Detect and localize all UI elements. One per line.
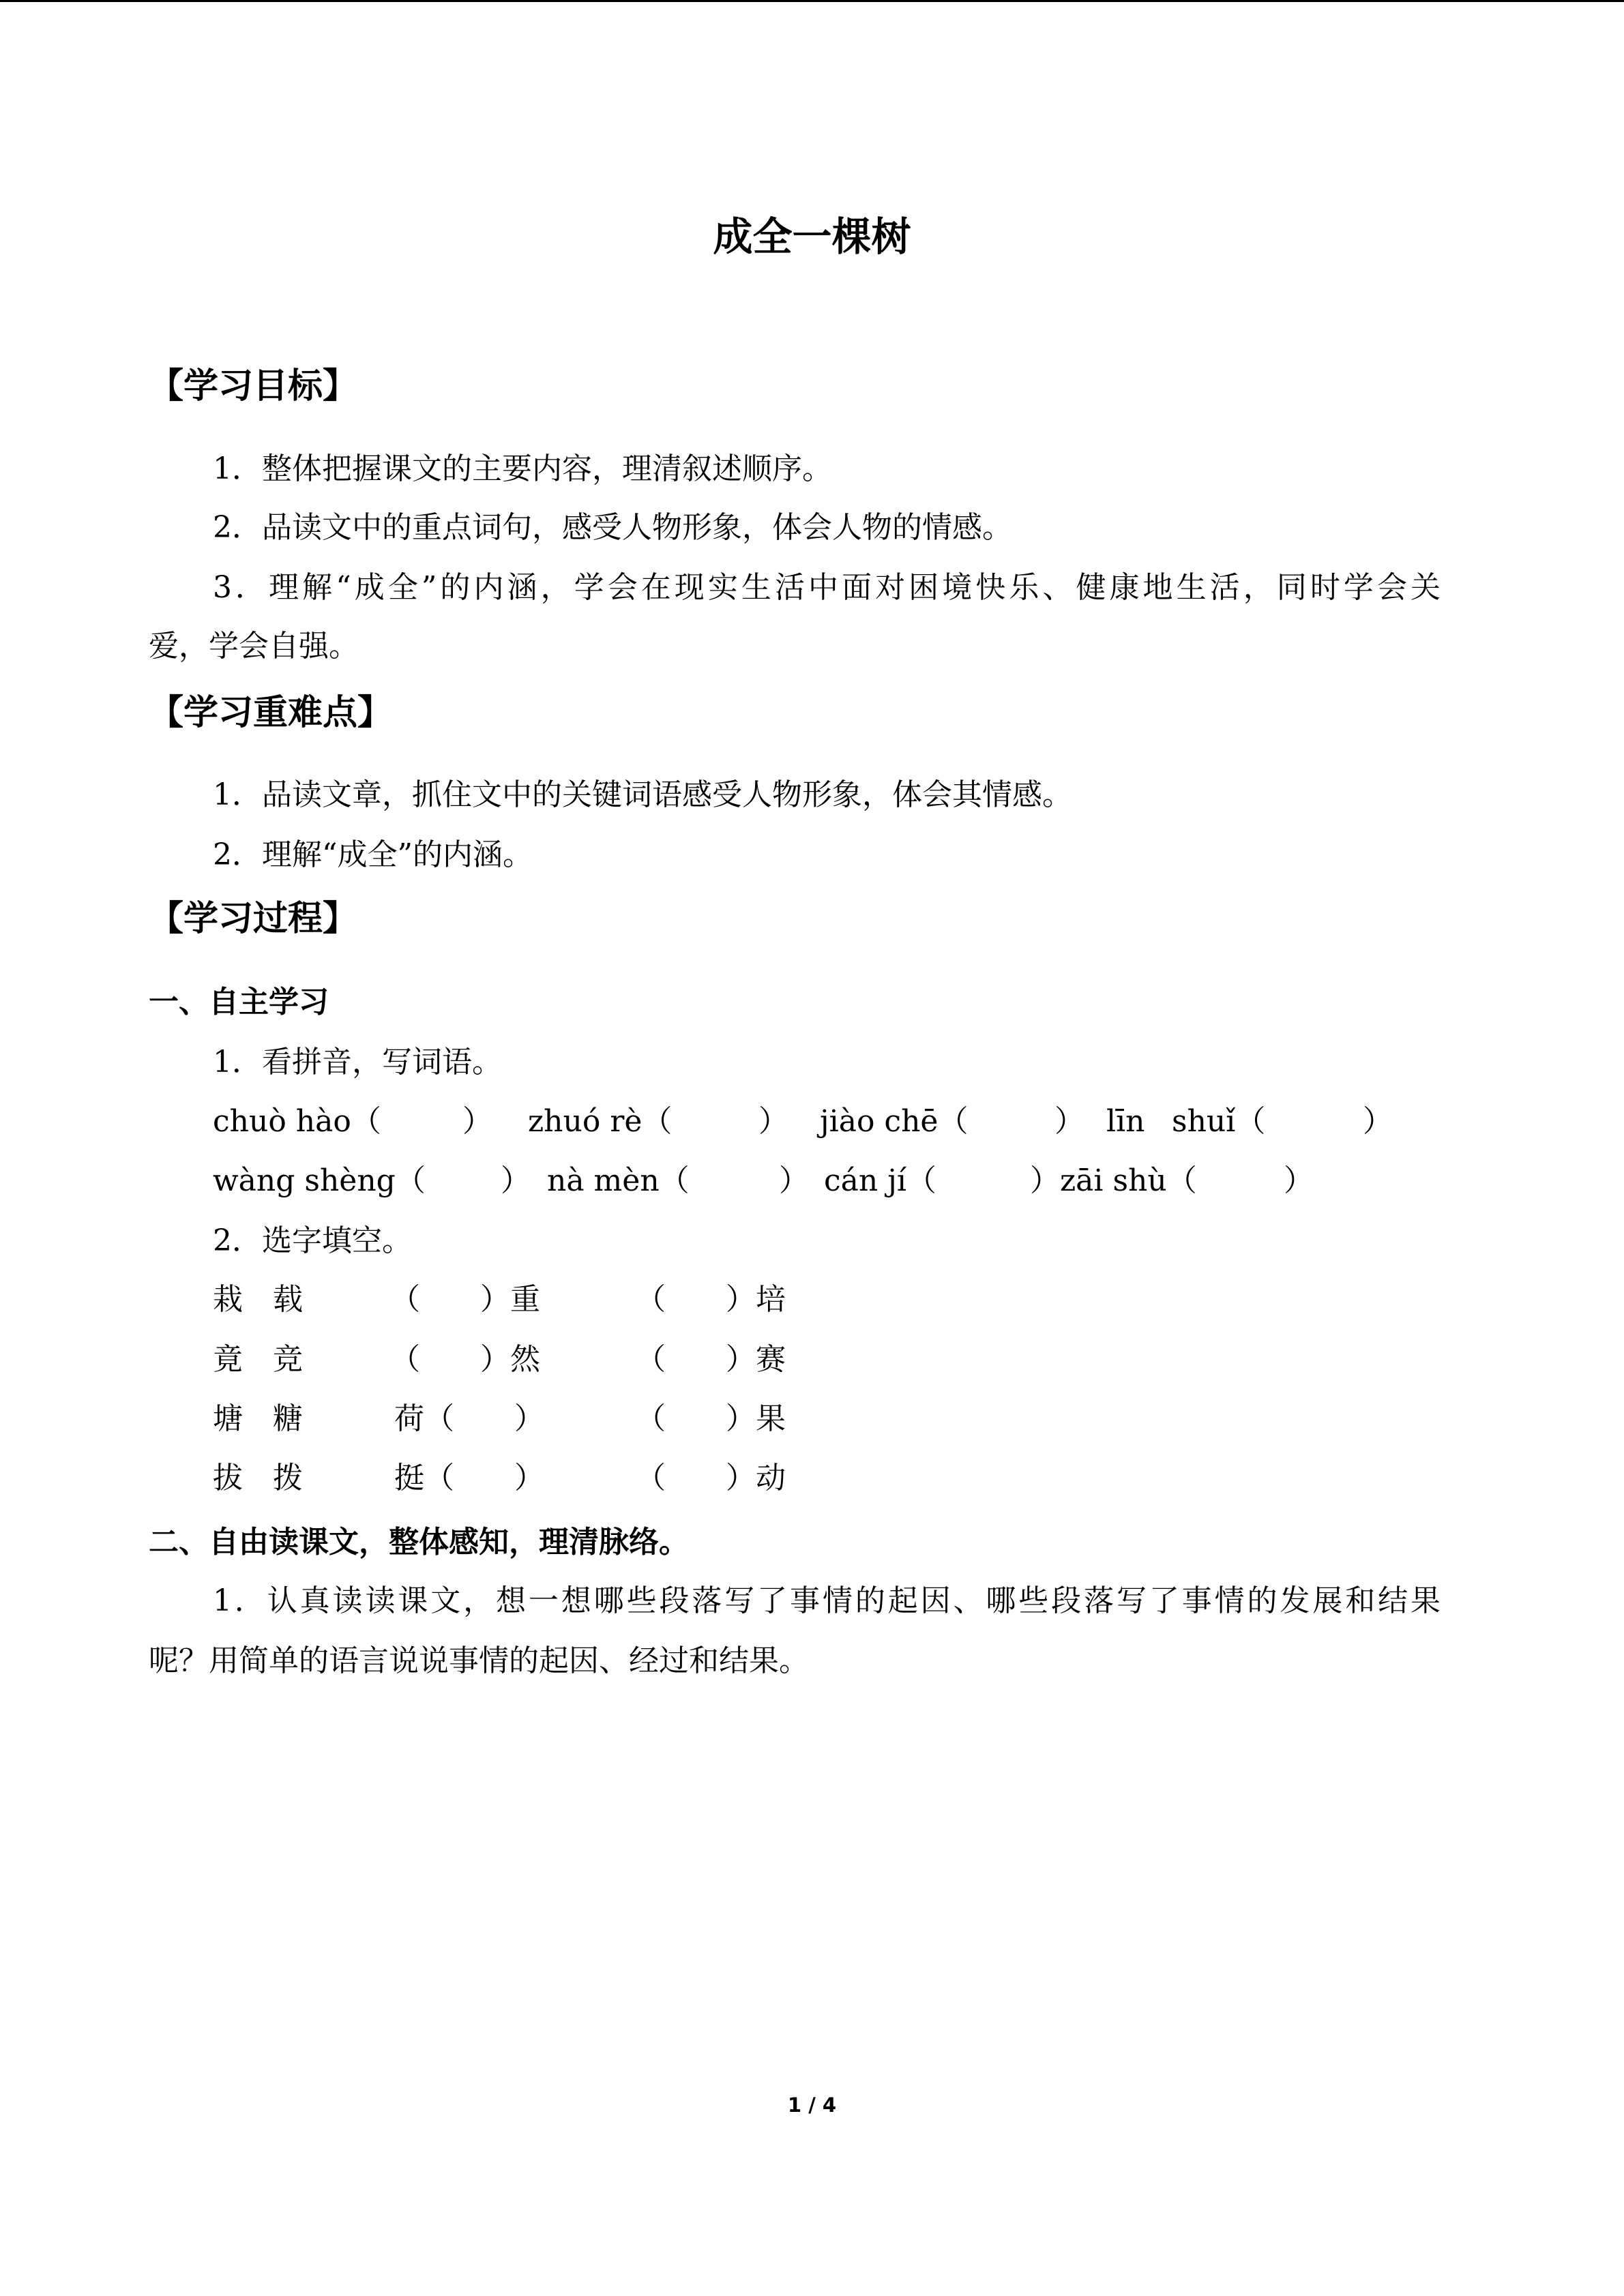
pinyin-blank-close: ） — [1363, 1104, 1393, 1139]
part-2-question-1-line-1: 1．认真读读课文，想一想哪些段落写了事情的起因、哪些段落写了事情的发展和结果 — [213, 1583, 1441, 1618]
pinyin-blank-close: ） — [501, 1163, 531, 1198]
objective-item-1: 1．整体把握课文的主要内容，理清叙述顺序。 — [213, 451, 832, 486]
choice-chars: 拔 拨 — [213, 1461, 303, 1495]
choice-chars: 塘 糖 — [213, 1401, 303, 1436]
pinyin-blank-close: ） — [779, 1163, 809, 1198]
key-point-item-1: 1．品读文章，抓住文中的关键词语感受人物形象，体会其情感。 — [213, 777, 1072, 812]
pinyin-blank-close: ） — [1054, 1104, 1084, 1139]
choice-blank: （ ）果 — [636, 1401, 786, 1436]
pinyin-blank-close: ） — [1284, 1163, 1314, 1198]
choice-blank: （ ）重 — [390, 1282, 540, 1317]
key-point-item-2: 2．理解“成全”的内涵。 — [213, 837, 533, 872]
choice-blank: 荷（ ） — [394, 1401, 544, 1436]
choice-blank: （ ）赛 — [636, 1342, 786, 1377]
part-2-heading: 二、自由读课文，整体感知，理清脉络。 — [149, 1525, 689, 1560]
pinyin-item: wàng shèng（ — [213, 1163, 426, 1198]
pinyin-item: līn — [1106, 1104, 1145, 1139]
pinyin-item: nà mèn（ — [547, 1163, 690, 1198]
objectives-heading: 【学习目标】 — [149, 366, 358, 406]
pinyin-blank-close: ） — [758, 1104, 788, 1139]
pinyin-item: ）zāi shù（ — [1030, 1163, 1197, 1198]
choice-blank: （ ）然 — [390, 1342, 540, 1377]
part-1-question-2: 2．选字填空。 — [213, 1223, 412, 1258]
choice-blank: （ ）培 — [636, 1282, 786, 1317]
document-title: 成全一棵树 — [713, 213, 911, 260]
page-top-border — [0, 0, 1624, 2]
objective-item-2: 2．品读文中的重点词句，感受人物形象，体会人物的情感。 — [213, 510, 1012, 545]
part-2-question-1-line-2: 呢？用简单的语言说说事情的起因、经过和结果。 — [149, 1643, 809, 1678]
process-heading: 【学习过程】 — [149, 899, 358, 939]
pinyin-item: jiào chē（ — [820, 1104, 969, 1139]
key-points-heading: 【学习重难点】 — [149, 693, 393, 733]
pinyin-blank-close: ） — [462, 1104, 492, 1139]
part-1-question-1: 1．看拼音，写词语。 — [213, 1045, 502, 1079]
choice-blank: 挺（ ） — [394, 1461, 544, 1495]
pinyin-item: chuò hào（ — [213, 1104, 381, 1139]
choice-chars: 竟 竞 — [213, 1342, 303, 1377]
part-1-heading: 一、自主学习 — [149, 985, 329, 1019]
page-number: 1 / 4 — [787, 2093, 837, 2117]
pinyin-item: shuǐ（ — [1172, 1104, 1266, 1139]
objective-item-3-line-2: 爱，学会自强。 — [149, 629, 359, 664]
pinyin-item: cán jí（ — [824, 1163, 936, 1198]
choice-chars: 栽 载 — [213, 1282, 303, 1317]
pinyin-item: zhuó rè（ — [528, 1104, 673, 1139]
objective-item-3-line-1: 3．理解“成全”的内涵，学会在现实生活中面对困境快乐、健康地生活，同时学会关 — [213, 570, 1441, 605]
choice-blank: （ ）动 — [636, 1461, 786, 1495]
